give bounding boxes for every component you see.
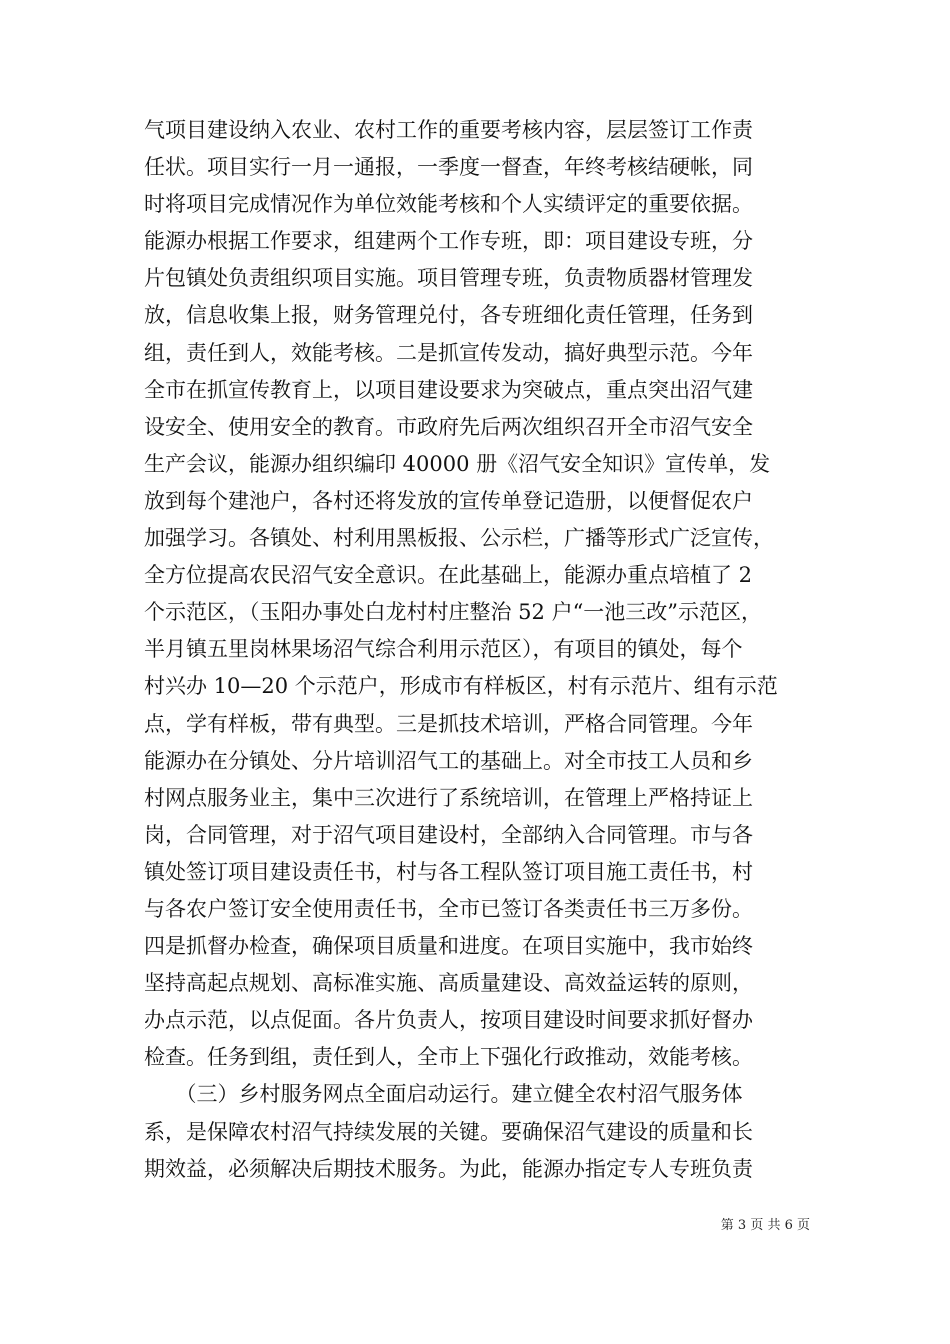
text-line: 四是抓督办检查，确保项目质量和进度。在项目实施中，我市始终 (144, 934, 753, 959)
text-line: 个示范区，（玉阳办事处白龙村村庄整治 52 户“一池三改”示范区， (144, 600, 763, 625)
text-line: 加强学习。各镇处、村利用黑板报、公示栏，广播等形式广泛宣传， (144, 526, 774, 551)
text-line: 片包镇处负责组织项目实施。项目管理专班，负责物质器材管理发 (144, 266, 753, 291)
text-line: 点，学有样板，带有典型。三是抓技术培训，严格合同管理。今年 (144, 711, 753, 736)
page-number: 第 3 页 共 6 页 (720, 1218, 810, 1233)
text-line: 与各农户签订安全使用责任书，全市已签订各类责任书三万多份。 (144, 896, 753, 921)
text-line: 组，责任到人，效能考核。二是抓宣传发动，搞好典型示范。今年 (144, 340, 753, 365)
text-line: 岗，合同管理，对于沼气项目建设村，全部纳入合同管理。市与各 (144, 822, 753, 847)
text-line: 办点示范，以点促面。各片负责人，按项目建设时间要求抓好督办 (144, 1008, 753, 1033)
text-line: 检查。任务到组，责任到人，全市上下强化行政推动，效能考核。 (144, 1045, 753, 1070)
text-line: 全方位提高农民沼气安全意识。在此基础上，能源办重点培植了 2 (144, 563, 753, 588)
text-line: （三）乡村服务网点全面启动运行。建立健全农村沼气服务体 (144, 1082, 743, 1107)
body-text (144, 112, 810, 1188)
text-line: 镇处签订项目建设责任书，村与各工程队签订项目施工责任书，村 (144, 859, 753, 884)
text-line: 系，是保障农村沼气持续发展的关键。要确保沼气建设的质量和长 (144, 1119, 753, 1144)
text-line: 村兴办 10—20 个示范户，形成市有样板区，村有示范片、组有示范 (144, 674, 778, 699)
text-line: 任状。项目实行一月一通报，一季度一督查，年终考核结硬帐，同 (144, 155, 753, 180)
text-line: 期效益，必须解决后期技术服务。为此，能源办指定专人专班负责 (144, 1156, 753, 1181)
text-line: 村网点服务业主，集中三次进行了系统培训，在管理上严格持证上 (144, 785, 753, 810)
text-line: 能源办根据工作要求，组建两个工作专班，即：项目建设专班，分 (144, 229, 753, 254)
text-line: 半月镇五里岗林果场沼气综合利用示范区），有项目的镇处，每个 (144, 637, 743, 662)
text-line: 生产会议，能源办组织编印 40000 册《沼气安全知识》宣传单，发 (144, 451, 771, 476)
text-line: 时将项目完成情况作为单位效能考核和个人实绩评定的重要依据。 (144, 192, 753, 217)
text-line: 能源办在分镇处、分片培训沼气工的基础上。对全市技工人员和乡 (144, 748, 753, 773)
text-line: 全市在抓宣传教育上，以项目建设要求为突破点，重点突出沼气建 (144, 377, 753, 402)
text-line: 气项目建设纳入农业、农村工作的重要考核内容，层层签订工作责 (144, 118, 753, 142)
text-line: 坚持高起点规划、高标准实施、高质量建设、高效益运转的原则， (144, 971, 753, 996)
text-line: 放到每个建池户，各村还将发放的宣传单登记造册，以便督促农户 (144, 488, 753, 513)
text-line: 设安全、使用安全的教育。市政府先后两次组织召开全市沼气安全 (144, 414, 753, 439)
text-line: 放，信息收集上报，财务管理兑付，各专班细化责任管理，任务到 (144, 303, 753, 328)
